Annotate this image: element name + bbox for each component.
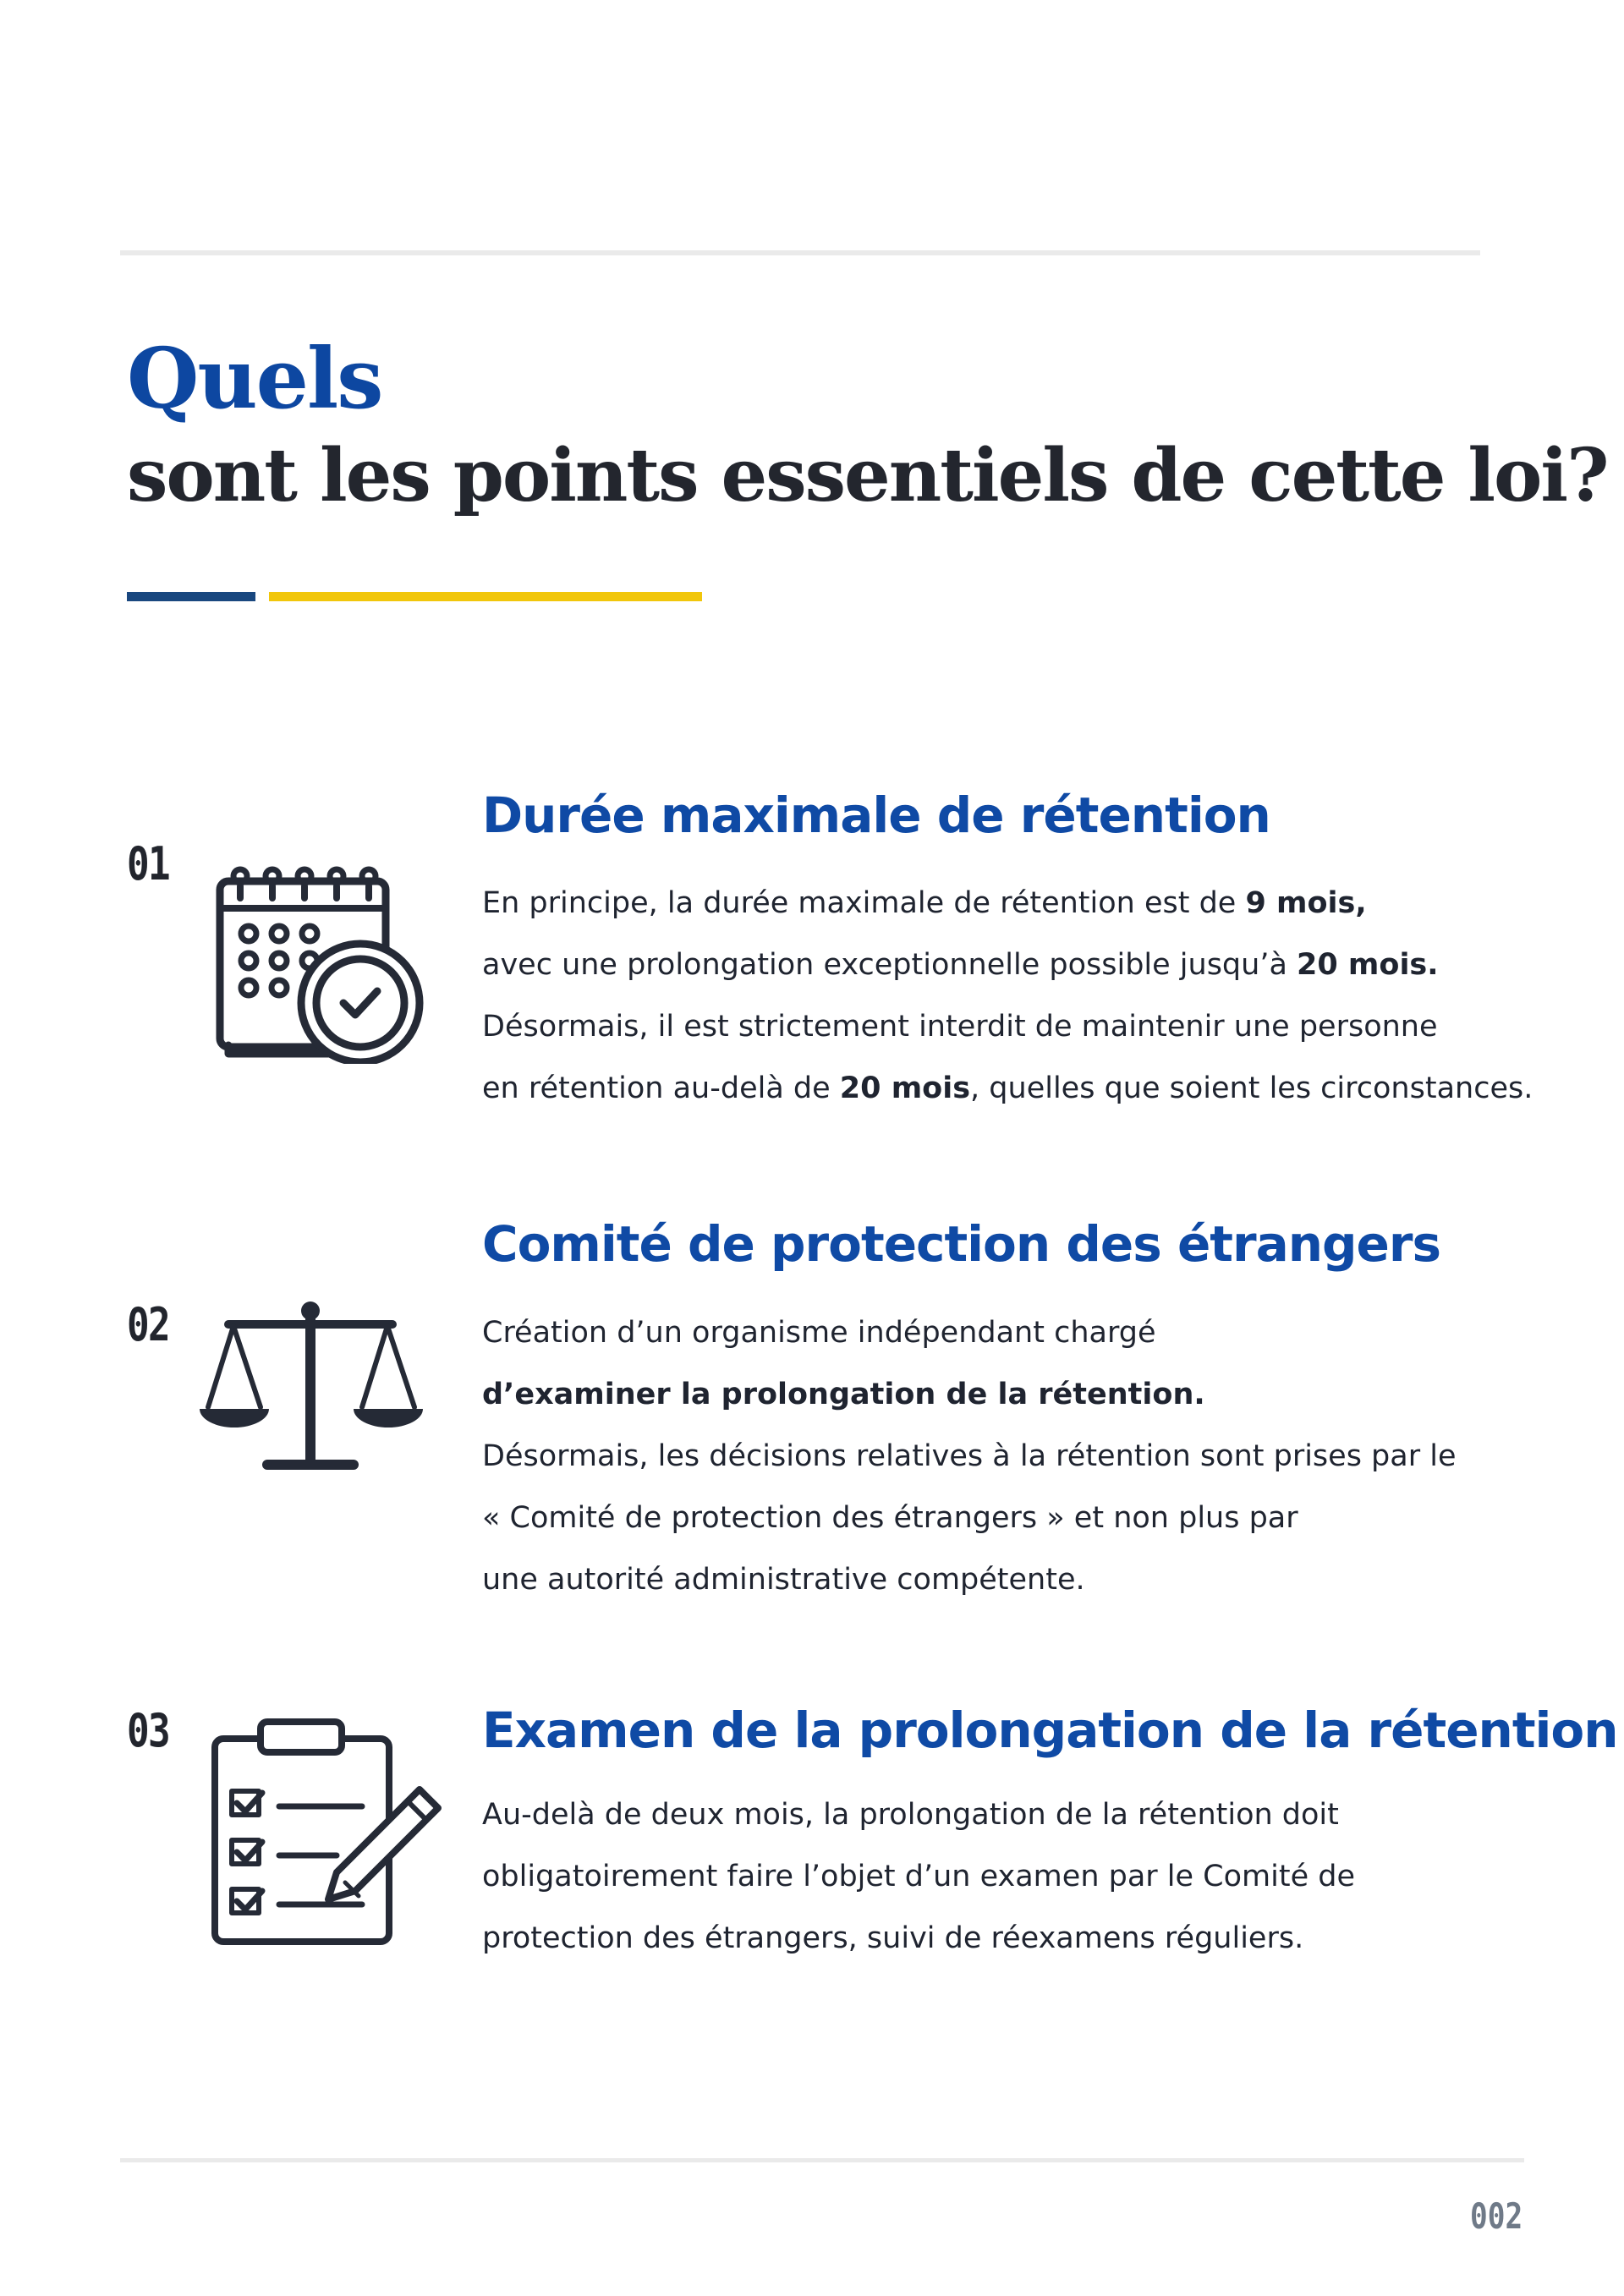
body-text: En principe, la durée maximale de rétention est de	[482, 886, 1246, 920]
calendar-clock-icon	[205, 852, 433, 1067]
body-punct: ,	[1355, 886, 1367, 920]
bottom-divider	[120, 2158, 1524, 2162]
top-divider	[120, 250, 1480, 255]
accent-bar-yellow	[269, 592, 702, 601]
title-line-1: Quels	[127, 331, 382, 428]
body-text: protection des étrangers, suivi de réexamens réguliers.	[482, 1921, 1304, 1955]
section-title: Comité de protection des étrangers	[482, 1215, 1441, 1273]
body-text: avec une prolongation exceptionnelle possible jusqu’à	[482, 948, 1298, 982]
body-bold: 20 mois	[1297, 948, 1428, 982]
body-text: en rétention au-delà de	[482, 1071, 840, 1105]
section-body	[482, 1784, 1355, 1970]
body-bold: 20 mois	[839, 1071, 971, 1105]
body-bold: 9 mois	[1245, 886, 1356, 920]
page-number: 002	[1470, 2195, 1523, 2237]
section-title: Durée maximale de rétention	[482, 786, 1270, 844]
balance-scale-icon	[196, 1299, 425, 1480]
section-number: 03	[127, 1704, 170, 1757]
section-number: 01	[127, 837, 170, 890]
body-text: une autorité administrative compétente.	[482, 1563, 1085, 1597]
title-line-2: sont les points essentiels de cette loi?	[127, 433, 1608, 518]
body-punct: .	[1427, 948, 1439, 982]
accent-bar-blue	[127, 592, 255, 601]
body-text: Création d’un organisme indépendant chargé	[482, 1316, 1156, 1350]
section-title: Examen de la prolongation de la rétention	[482, 1701, 1618, 1759]
body-text: , quelles que soient les circonstances.	[970, 1071, 1533, 1105]
body-text: obligatoirement faire l’objet d’un examen par le Comité de	[482, 1860, 1355, 1893]
section-number: 02	[127, 1298, 170, 1351]
body-bold: d’examiner la prolongation de la rétention.	[482, 1378, 1205, 1411]
clipboard-checklist-icon	[210, 1715, 447, 1951]
body-text: « Comité de protection des étrangers » et non plus par	[482, 1501, 1298, 1535]
page-title	[127, 330, 1607, 523]
section-body	[482, 1302, 1457, 1611]
body-text: Désormais, il est strictement interdit de maintenir une personne	[482, 1010, 1438, 1044]
body-text: Au-delà de deux mois, la prolongation de la rétention doit	[482, 1798, 1339, 1832]
section-body	[482, 873, 1533, 1120]
body-text: Désormais, les décisions relatives à la rétention sont prises par le	[482, 1439, 1457, 1473]
